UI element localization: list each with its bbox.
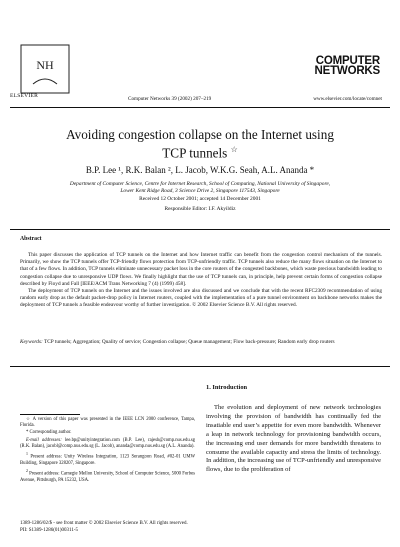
footnote: * Corresponding author.: [26, 430, 72, 436]
title-footnote-mark: ☆: [230, 145, 238, 154]
footnote: $^2$ Present address: Carnegie Mellon University, School of Computer Science, 5000 Forbes Avenue, Pittsburgh, PA 15232, USA.: [20, 468, 195, 483]
footnote-text: lee.bp@unityintegration.com (B.P. Lee), rajesh@comp.nus.edu.sg (R.K. Balan), jacobl@comp.nus.edu.sg (L. Jacob), ananda@comp.nus.edu.sg (A.L. Ananda).: [20, 437, 195, 449]
footnote-label: E-mail addresses:: [26, 437, 62, 443]
section-heading: 1. Introduction: [206, 384, 248, 391]
footnote: ☆ A version of this paper was presented in the IEEE LCN 2000 conference, Tampa, Florida.: [20, 417, 195, 429]
title-line2: TCP tunnels: [162, 145, 228, 161]
elsevier-tree-icon: [20, 44, 70, 94]
header-divider: [10, 107, 390, 108]
journal-reference: Computer Networks 39 (2002) 207–219: [128, 96, 212, 102]
keywords-list: TCP tunnels; Aggregation; Quality of service; Congestion collapse; Queue management; Flow back-pressure; Random early drop routers: [44, 339, 335, 345]
footnotes: [20, 417, 195, 485]
abstract-body: [20, 252, 382, 310]
footnote-text: Present address: Unity Wireless Integration, 1123 Serangoon Road, #02-01 UMW Building, Singapore 328207, Singapore.: [20, 454, 196, 466]
footnote: $^1$ Present address: Unity Wireless Integration, 1123 Serangoon Road, #02-01 UMW Building, Singapore 328207, Singapore.: [20, 452, 196, 466]
footnote-text: Present address: Carnegie Mellon University, School of Computer Science, 5000 Forbes Avenue, Pittsburgh, PA 15232, USA.: [20, 471, 195, 483]
received-date: Received 12 October 2001; accepted 14 December 2001: [139, 196, 261, 202]
keywords-label: Keywords:: [20, 339, 43, 345]
responsible-editor: Responsible Editor: I.F. Akyildiz: [164, 206, 236, 212]
issn-block: [20, 521, 188, 534]
abstract-paragraph-2: The deployment of TCP tunnels on the Internet and the issues involved are also discussed and we conclude that with the recent RFC2309 recommendation of using random early drop as the default packet-drop policy in Internet routers, coupled with the implementation of a pure tunnel environment on backbone networks makes the deployment of TCP tunnels a feasible endeavour worthy of further investigation. © 2002 Elsevier Science B.V. All rights reserved.: [20, 288, 382, 309]
journal-name-line1: COMPUTER: [315, 55, 380, 67]
affiliation: [30, 181, 370, 195]
abstract-top-rule: [10, 229, 390, 230]
footnote: [20, 438, 195, 450]
affiliation-line1: Department of Computer Science, Centre for Internet Research, School of Computing, National University of Singapore,: [69, 181, 331, 187]
pii-line: PII: S1389-1286(01)00311-5: [20, 527, 79, 533]
journal-name-line2: NETWORKS: [314, 65, 380, 77]
issn-line: 1389-1286/02/$ - see front matter © 2002 Elsevier Science B.V. All rights reserved.: [20, 521, 188, 526]
footnote-text: A version of this paper was presented in the IEEE LCN 2000 conference, Tampa, Florida.: [20, 417, 195, 429]
affiliation-line2: Lower Kent Ridge Road, 3 Science Drive 2, Singapore 117543, Singapore: [120, 188, 280, 194]
journal-url: www.elsevier.com/locate/comnet: [313, 96, 382, 102]
keywords: [20, 339, 382, 346]
footnote-text: Corresponding author.: [29, 430, 72, 436]
abstract-heading: Abstract: [20, 236, 42, 242]
paper-title: [20, 127, 380, 160]
publisher-name: ELSEVIER: [10, 93, 39, 99]
title-line1: Avoiding congestion collapse on the Internet using: [66, 127, 334, 142]
introduction-body: [206, 404, 381, 475]
publisher-logo: [20, 44, 70, 94]
publisher-logo-text: NH: [36, 58, 54, 72]
abstract-bottom-rule: [10, 366, 390, 367]
journal-logo: [300, 56, 380, 76]
authors: B.P. Lee ¹, R.K. Balan ², L. Jacob, W.K.G. Seah, A.L. Ananda *: [85, 165, 315, 175]
abstract-paragraph-1: This paper discusses the application of TCP tunnels on the Internet and how Internet traffic can benefit from the congestion control mechanism of the tunnels. Primarily, we show the TCP tunnels offer TCP-friendly flows protection from TCP-unfriendly traffic. TCP tunnels also reduce the many flows situation on the Internet to that of a few flows. In addition, TCP tunnels eliminate unnecessary packet loss in the core routers of the congested backbones, which waste precious bandwidth leading to congestion collapse due to unresponsive UDP flows. We finally highlight that the use of TCP tunnels can, in principle, help prevent certain forms of congestion collapse described by Floyd and Fall [IEEE/ACM Trans Networking 7 (4) (1999) 458].: [20, 252, 382, 287]
introduction-paragraph: The evolution and deployment of new network technologies involving the provision of bandwidth has continually fed the insatiable end user’s appetite for even more bandwidth. Whenever a leap in network technology for provisioning bandwidth occurs, the increasing end user demands for more bandwidth threatens to consume the available capacity and stress the limits of technology. In addition, the increasing use of TCP-unfriendly and unresponsive flows, due to the proliferation of: [206, 404, 381, 474]
footnote-rule: [20, 414, 80, 415]
